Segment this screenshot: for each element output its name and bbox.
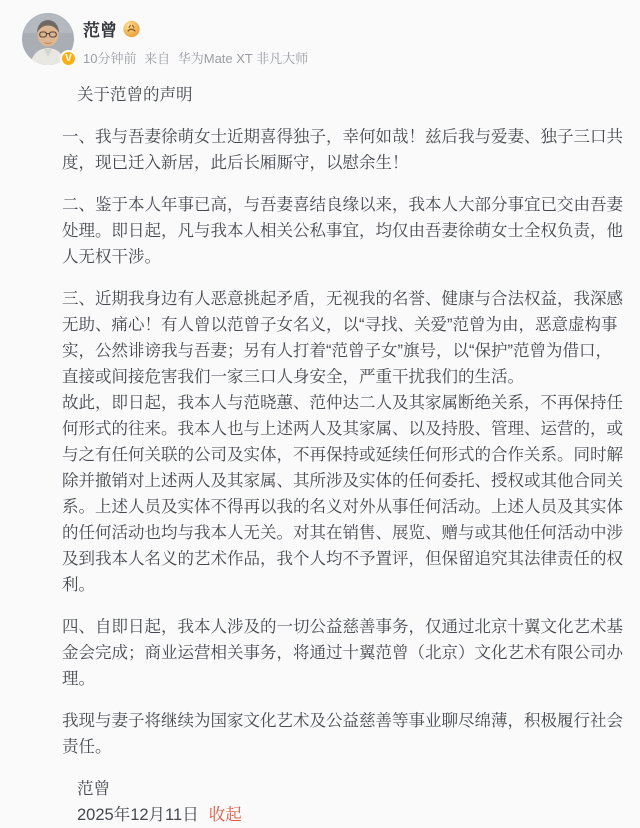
header-text (74, 13, 312, 67)
post-from-label: 来自 (144, 51, 171, 66)
post-meta (83, 48, 312, 67)
post-time: 10分钟前 (83, 51, 137, 66)
post-body (62, 82, 627, 760)
signature: 范曾 (77, 780, 110, 798)
statement-point-3: 三、近期我身边有人恶意挑起矛盾，无视我的名誉、健康与合法权益，我深感无助、痛心！有人曾以范曾子女名义，以“寻找、关爱”范曾为由，恶意虚构事实，公然诽谤我与吾妻；另有人打着“范曾子女”旗号，以“保护”范曾为借口，直接或间接危害我们一家三口人身安全，严重干扰我们的生活。 (62, 290, 623, 386)
date-row (62, 802, 627, 828)
post-source[interactable]: 华为Mate XT 非凡大师 (177, 51, 309, 66)
author-name[interactable]: 范曾 (83, 21, 117, 40)
celebrate-hands-emoji-icon (122, 19, 141, 38)
statement-closing: 我现与妻子将继续为国家文化艺术及公益慈善等事业聊尽绵薄，积极履行社会责任。 (62, 712, 623, 756)
post-header (0, 0, 640, 67)
statement-title: 关于范曾的声明 (77, 86, 193, 104)
statement-point-4: 四、自即日起，我本人涉及的一切公益慈善事务，仅通过北京十翼文化艺术基金会完成；商业运营相关事务，将通过十翼范曾（北京）文化艺术有限公司办理。 (62, 618, 623, 688)
statement-point-2: 二、鉴于本人年事已高，与吾妻喜结良缘以来，我本人大部分事宜已交由吾妻处理。即日起，凡与我本人相关公私事宜，均仅由吾妻徐萌女士全权负责，他人无权干涉。 (62, 196, 623, 266)
post-content (62, 82, 627, 828)
statement-point-3-continued: 故此，即日起，我本人与范晓蕙、范仲达二人及其家属断绝关系，不再保持任何形式的往来。我本人也与上述两人及其家属、以及持股、管理、运营的，或与之有任何关联的公司及实体，不再保持或延续任何形式的合作关系。同时解除并撤销对上述两人及其家属、其所涉及实体的任何委托、授权或其他合同关系。上述人员及实体不得再以我的名义对外从事任何活动。上述人员及其实体的任何活动也均与我本人无关。对其在销售、展览、赠与或其他任何活动中涉及到我本人名义的艺术作品，我个人均不予置评，但保留追究其法律责任的权利。 (62, 394, 623, 594)
verified-badge-icon: V (60, 50, 77, 67)
avatar[interactable] (22, 13, 74, 65)
statement-point-1: 一、我与吾妻徐萌女士近期喜得独子，幸何如哉！兹后我与爱妻、独子三口共度，现已迁入新居，此后长厢厮守，以慰余生！ (62, 128, 623, 172)
signature-block (62, 776, 627, 828)
collapse-link[interactable]: 收起 (208, 806, 242, 824)
post-date: 2025年12月11日 (77, 806, 199, 824)
